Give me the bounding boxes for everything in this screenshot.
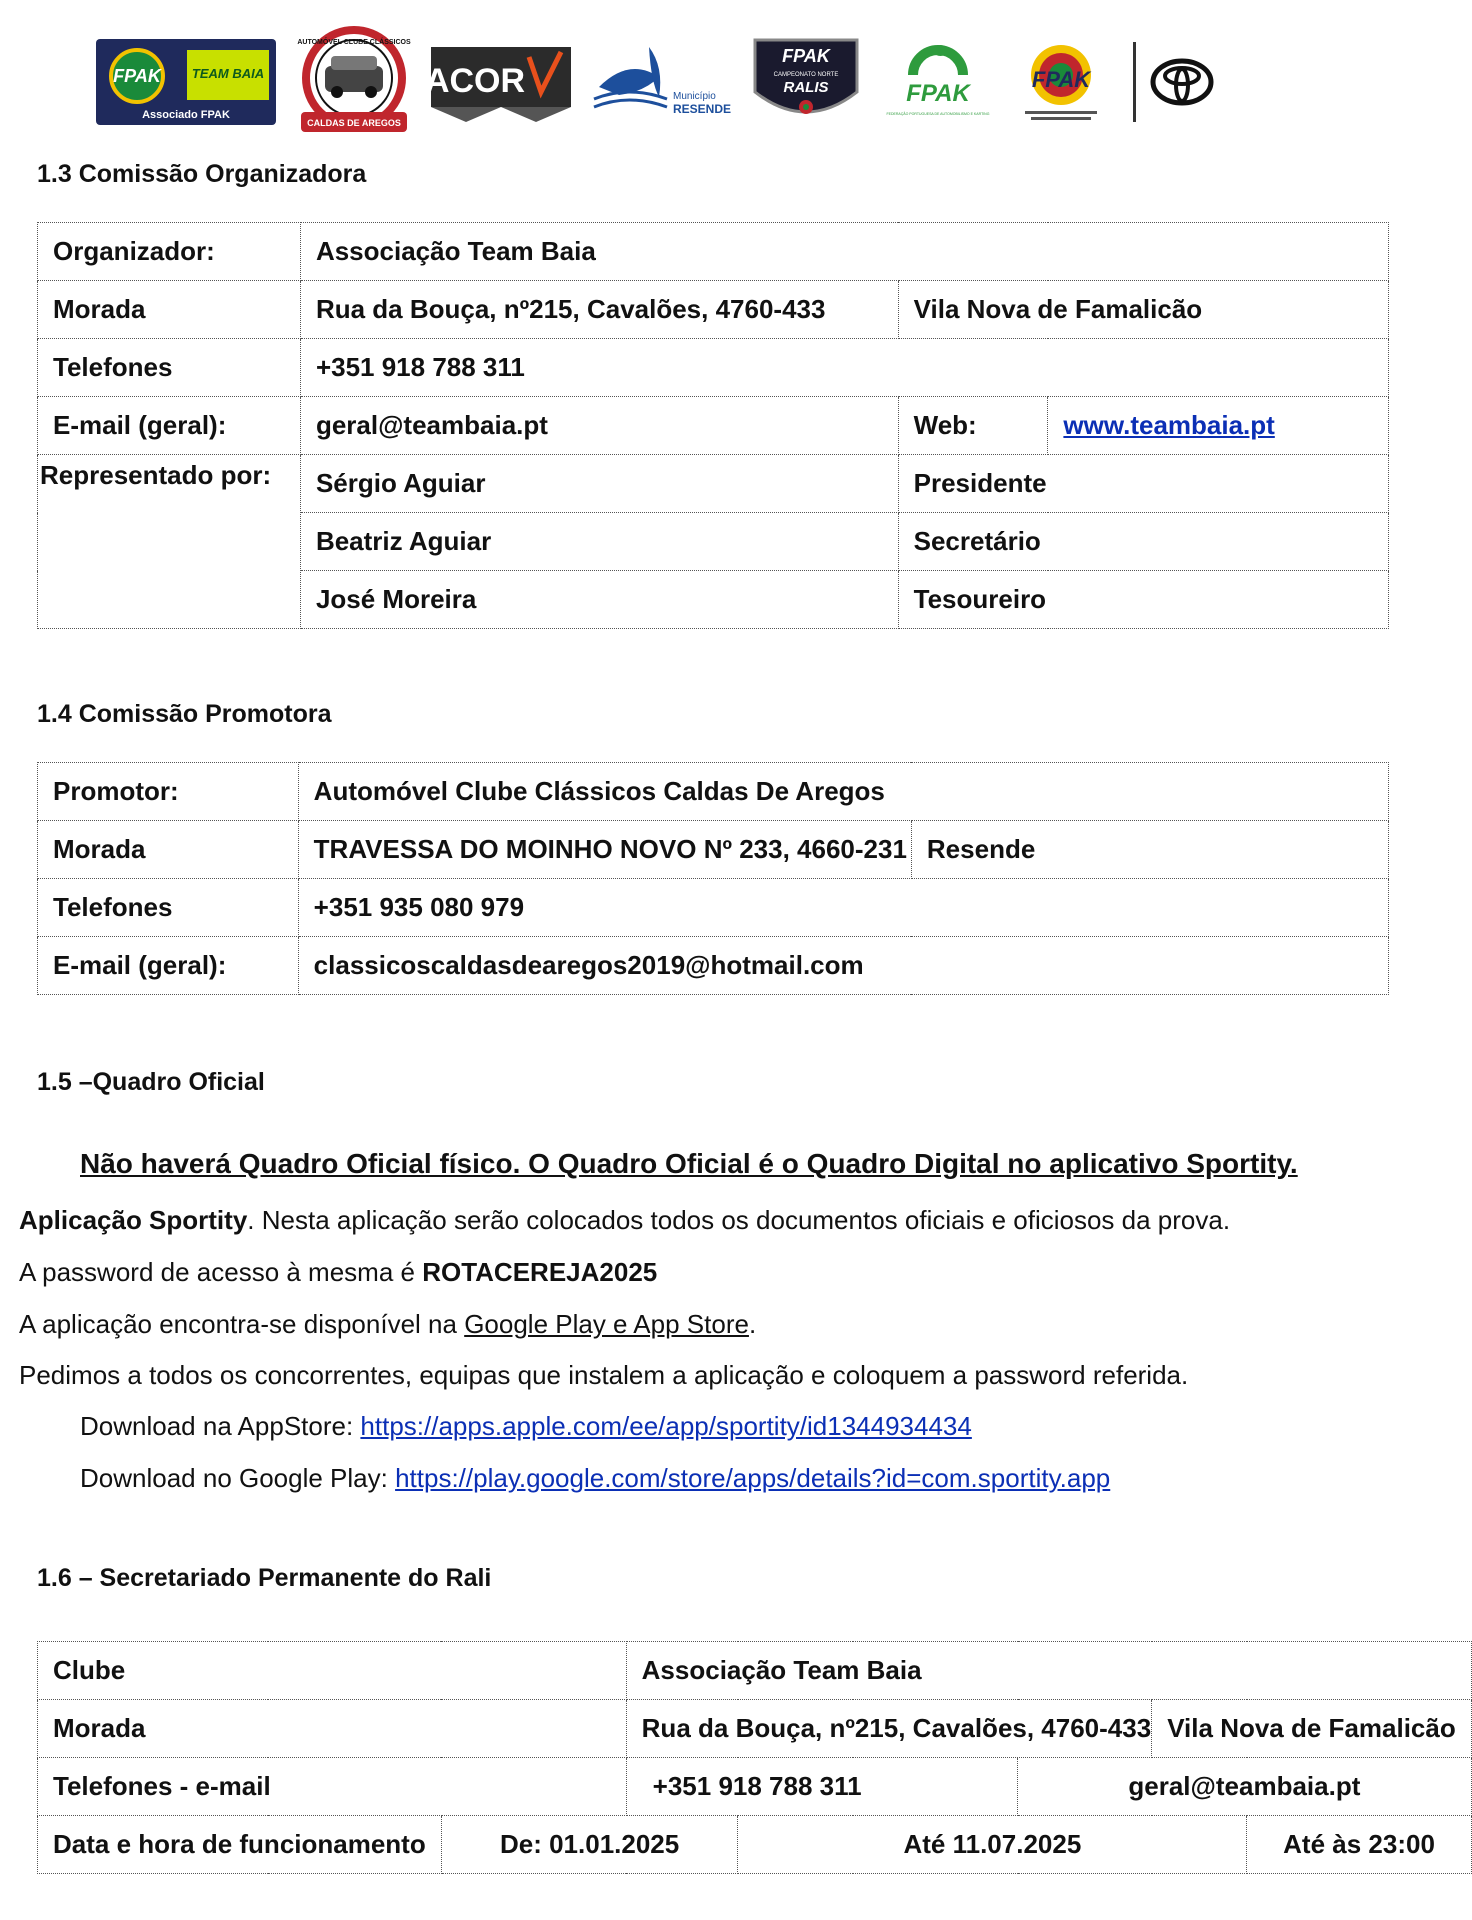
sponsor-logos [95,22,1275,142]
field-label: Telefones - e-mail [38,1758,627,1816]
logo-text: FPAK [782,46,830,66]
acor-logo [424,37,571,127]
field-value: Rua da Bouça, nº215, Cavalões, 4760-433 [626,1700,1152,1758]
request-paragraph: Pedimos a todos os concorrentes, equipas que instalem a aplicação e coloquem a password referida. [19,1360,1189,1390]
field-value: Associação Team Baia [300,223,1388,281]
section-title: 1.3 Comissão Organizadora [37,160,367,188]
table-row [38,397,1389,455]
app-name: Aplicação Sportity [19,1205,248,1235]
comissao-promotora-table [37,762,1389,995]
paragraph-text: A password de acesso à mesma é [19,1257,423,1287]
stores-text: Google Play e App Store [464,1309,749,1339]
field-label: Organizador: [38,223,301,281]
field-label: Clube [38,1642,627,1700]
table-row [38,223,1389,281]
table-row [38,339,1389,397]
web-cell [1048,397,1389,455]
field-value: +351 935 080 979 [298,879,1388,937]
password-paragraph [19,1257,657,1288]
fpak-campeonato-norte-ralis-logo [747,32,865,132]
field-label: Morada [38,1700,627,1758]
appstore-link[interactable]: https://apps.apple.com/ee/app/sportity/id1344934434 [360,1411,972,1441]
field-value: Resende [911,821,1388,879]
comissao-organizadora-table [37,222,1389,629]
field-label: E-mail (geral): [38,397,301,455]
logo-text: FPAK [113,66,161,86]
table-row [38,1758,1472,1816]
web-label: Web: [898,397,1048,455]
field-label: Telefones [38,339,301,397]
password-value: ROTACEREJA2025 [422,1257,658,1287]
field-label: Promotor: [38,763,299,821]
appstore-line [80,1411,972,1442]
phone-value: +351 918 788 311 [626,1758,1017,1816]
table-row [38,1642,1472,1700]
logo-text: Associado FPAK [142,109,230,121]
automovel-clube-classicos-logo [295,26,413,138]
field-value: Automóvel Clube Clássicos Caldas De Aregos [298,763,1388,821]
table-row [38,1816,1472,1874]
logo-text: CALDAS DE AREGOS [307,118,401,128]
googleplay-link[interactable]: https://play.google.com/store/apps/details?id=com.sportity.app [395,1463,1111,1493]
paragraph-text: A aplicação encontra-se disponível na [19,1309,465,1339]
field-value: Associação Team Baia [626,1642,1471,1700]
logo-text: RALIS [783,79,829,96]
download-label: Download no Google Play: [80,1463,396,1493]
field-value: classicoscaldasdearegos2019@hotmail.com [298,937,1388,995]
table-row [38,821,1389,879]
field-value: +351 918 788 311 [300,339,1388,397]
rep-role: Tesoureiro [898,571,1388,629]
field-label: Morada [38,281,301,339]
field-label: Telefones [38,879,299,937]
logo-text: FPAK [906,79,970,107]
email-value: geral@teambaia.pt [300,397,898,455]
logo-text: TEAM BAIA [191,66,265,81]
table-row [38,879,1389,937]
sportity-paragraph [19,1205,1230,1236]
field-label: E-mail (geral): [38,937,299,995]
section-title: 1.6 – Secretariado Permanente do Rali [37,1564,492,1592]
field-value: Vila Nova de Famalicão [1152,1700,1472,1758]
field-label: Data e hora de funcionamento [38,1816,442,1874]
quadro-oficial-notice: Não haverá Quadro Oficial físico. O Quadro Oficial é o Quadro Digital no aplicativo Sportity. [80,1148,1298,1179]
team-baia-fpak-logo [95,38,277,126]
email-value: geral@teambaia.pt [1018,1758,1472,1816]
table-row [38,281,1389,339]
field-value: Vila Nova de Famalicão [898,281,1388,339]
field-label: Morada [38,821,299,879]
table-row [38,1700,1472,1758]
rep-role: Presidente [898,455,1388,513]
rep-role: Secretário [898,513,1388,571]
table-row [38,763,1389,821]
download-label: Download na AppStore: [80,1411,361,1441]
municipio-resende-logo [589,37,732,127]
table-row [38,455,1389,513]
logo-text: RESENDE [673,102,732,116]
logo-text: Município [673,91,716,102]
paragraph-text: . [748,1309,757,1339]
logo-text: FEDERAÇÃO PORTUGUESA DE AUTOMOBILISMO E KARTING [886,111,990,116]
fpak-federation-logo [1011,35,1111,130]
field-label: Representado por: [38,455,301,629]
address-text: Rua da Bouça, nº215, Cavalões, 4760-433 [315,294,826,324]
toyota-logo [1150,57,1214,107]
section-title: 1.4 Comissão Promotora [37,700,332,728]
web-link[interactable]: www.teambaia.pt [1063,410,1275,440]
time-until: Até às 23:00 [1247,1816,1471,1874]
availability-paragraph [19,1309,756,1340]
fpak-green-logo [883,35,993,130]
field-value [300,281,898,339]
date-from: De: 01.01.2025 [441,1816,738,1874]
logo-text: FPAK [1031,66,1091,92]
date-to: Até 11.07.2025 [738,1816,1247,1874]
secretariado-table [37,1641,1472,1874]
section-title: 1.5 –Quadro Oficial [37,1068,265,1096]
rep-name: Beatriz Aguiar [300,513,898,571]
logo-text: ACOR [424,62,526,100]
logo-text: CAMPEONATO NORTE [773,72,839,78]
logo-text: AUTOMÓVEL CLUBE CLÁSSICOS [297,39,411,46]
rep-name: José Moreira [300,571,898,629]
paragraph-text: . Nesta aplicação serão colocados todos os documentos oficiais e oficiosos da prova. [247,1205,1231,1235]
table-row [38,937,1389,995]
logo-divider [1133,42,1136,122]
field-value: TRAVESSA DO MOINHO NOVO Nº 233, 4660-231 [298,821,911,879]
googleplay-line [80,1463,1110,1494]
rep-name: Sérgio Aguiar [300,455,898,513]
